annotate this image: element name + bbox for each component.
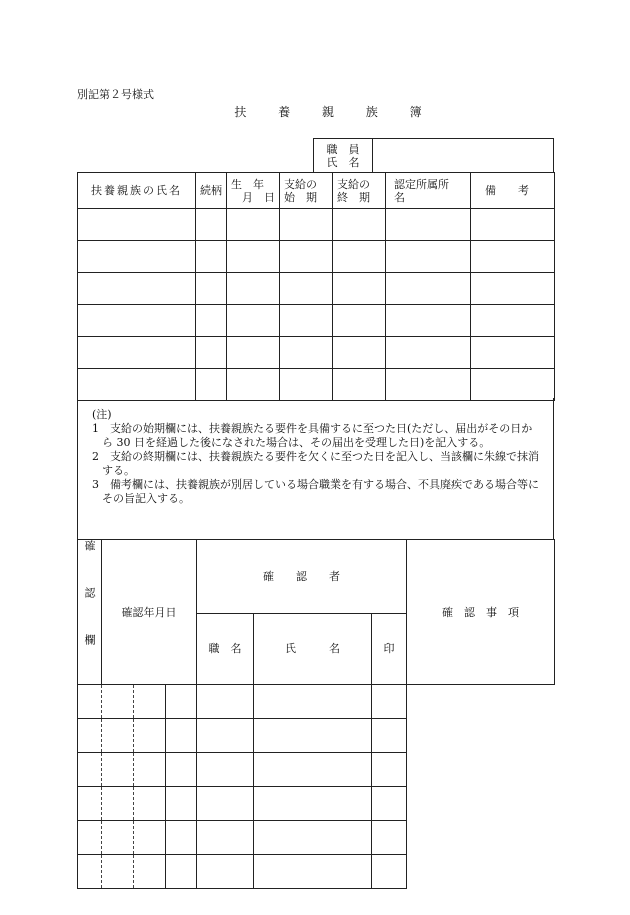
table-cell[interactable] [280,337,333,369]
table-cell[interactable] [333,209,386,241]
table-cell[interactable] [386,273,471,305]
table-cell[interactable] [372,685,407,719]
table-cell[interactable] [471,305,555,337]
table-cell[interactable] [166,753,197,787]
table-cell[interactable] [102,855,134,889]
table-cell[interactable] [333,273,386,305]
table-cell[interactable] [196,305,227,337]
header-birth-date: 生 年 月 日 [227,173,280,209]
table-cell[interactable] [372,787,407,821]
dependents-table [77,172,555,401]
table-cell[interactable] [227,209,280,241]
document-title: 扶 養 親 族 簿 [234,105,436,119]
table-cell[interactable] [102,787,134,821]
table-cell[interactable] [333,369,386,401]
table-cell[interactable] [166,855,197,889]
table-row [78,273,555,305]
table-cell[interactable] [333,305,386,337]
table-row [78,369,555,401]
table-cell[interactable] [197,787,254,821]
table-cell[interactable] [280,305,333,337]
table-cell[interactable] [386,241,471,273]
note-item-1: 1 支給の始期欄には、扶養親族たる要件を具備するに至つた日(ただし、届出がその日から 30 日を経過した後になされた場合は、その届出を受理した日)を記入する。 [92,422,533,449]
header-confirmer: 確 認 者 [197,540,407,614]
table-cell[interactable] [197,685,254,719]
staff-name-box [313,138,554,173]
table-cell[interactable] [254,821,372,855]
confirmation-table [77,539,555,889]
header-confirmer-name: 氏 名 [254,613,372,684]
table-cell[interactable] [333,337,386,369]
table-row [78,821,555,855]
table-cell[interactable] [102,821,134,855]
table-cell[interactable] [227,337,280,369]
table-cell[interactable] [471,273,555,305]
table-row [78,305,555,337]
table-row [78,753,555,787]
table-cell[interactable] [78,337,196,369]
table-cell[interactable] [197,719,254,753]
table-cell[interactable] [471,337,555,369]
table-cell[interactable] [227,305,280,337]
table-cell[interactable] [134,821,166,855]
table-cell[interactable] [134,719,166,753]
table-cell[interactable] [78,787,102,821]
table-cell[interactable] [386,209,471,241]
table-cell[interactable] [254,685,372,719]
table-cell[interactable] [166,719,197,753]
table-row [78,787,555,821]
table-row [78,855,555,889]
table-cell[interactable] [78,305,196,337]
table-cell[interactable] [386,337,471,369]
header-remarks: 備 考 [471,173,555,209]
confirmation-body [78,685,555,889]
table-cell[interactable] [102,719,134,753]
table-cell[interactable] [227,273,280,305]
table-cell[interactable] [386,369,471,401]
table-cell[interactable] [134,685,166,719]
note-item-2: 2 支給の終期欄には、扶養親族たる要件を欠くに至つた日を記入し、当該欄に朱線で抹消する。 [92,450,539,477]
table-cell[interactable] [166,787,197,821]
table-cell[interactable] [471,209,555,241]
table-cell[interactable] [78,209,196,241]
table-cell[interactable] [254,855,372,889]
dependents-body [78,209,555,401]
form-number: 別記第２号様式 [77,88,154,101]
table-cell[interactable] [166,821,197,855]
table-cell[interactable] [78,241,196,273]
table-cell[interactable] [166,685,197,719]
table-cell[interactable] [196,337,227,369]
table-cell[interactable] [78,821,102,855]
table-cell[interactable] [372,855,407,889]
table-cell[interactable] [227,241,280,273]
staff-name-label: 職 員 氏 名 [314,139,373,173]
header-relation: 続柄 [196,173,227,209]
header-post: 職 名 [197,613,254,684]
table-row [78,209,555,241]
notes-heading: (注) [92,408,112,421]
table-cell[interactable] [196,273,227,305]
dependents-header-row [78,173,555,209]
header-payment-start: 支給の 始 期 [280,173,333,209]
notes-section [77,398,554,539]
header-payment-end: 支給の 終 期 [333,173,386,209]
table-cell[interactable] [280,369,333,401]
table-cell[interactable] [471,369,555,401]
table-cell[interactable] [78,719,102,753]
table-cell[interactable] [196,241,227,273]
table-cell[interactable] [372,719,407,753]
table-cell[interactable] [227,369,280,401]
table-cell[interactable] [102,753,134,787]
table-cell[interactable] [134,855,166,889]
table-cell[interactable] [254,753,372,787]
table-row [78,337,555,369]
confirmation-side-label: 確認欄 [78,540,102,685]
table-cell[interactable] [386,305,471,337]
table-cell[interactable] [197,855,254,889]
table-row [78,685,555,719]
table-cell[interactable] [372,753,407,787]
table-cell[interactable] [134,753,166,787]
table-row [78,241,555,273]
table-cell[interactable] [372,821,407,855]
header-certifying-office: 認定所属所 名 [386,173,471,209]
table-cell[interactable] [254,719,372,753]
table-cell[interactable] [78,369,196,401]
table-cell[interactable] [78,753,102,787]
table-cell[interactable] [196,209,227,241]
table-cell[interactable] [78,273,196,305]
table-cell[interactable] [197,821,254,855]
table-cell[interactable] [196,369,227,401]
header-dependent-name: 扶養親族の氏名 [78,173,196,209]
header-confirm-items: 確 認 事 項 [407,540,555,685]
staff-name-field[interactable] [373,139,554,173]
table-cell[interactable] [78,855,102,889]
table-cell[interactable] [78,685,102,719]
table-row [78,719,555,753]
header-confirm-date: 確認年月日 [102,540,197,685]
table-cell[interactable] [280,273,333,305]
table-cell[interactable] [280,209,333,241]
table-cell[interactable] [280,241,333,273]
table-cell[interactable] [197,753,254,787]
table-cell[interactable] [471,241,555,273]
table-cell[interactable] [333,241,386,273]
note-item-3: 3 備考欄には、扶養親族が別居している場合職業を有する場合、不具廃疾である場合等にその旨記入する。 [92,478,539,505]
table-cell[interactable] [102,685,134,719]
header-seal: 印 [372,613,407,684]
table-cell[interactable] [254,787,372,821]
table-cell[interactable] [134,787,166,821]
